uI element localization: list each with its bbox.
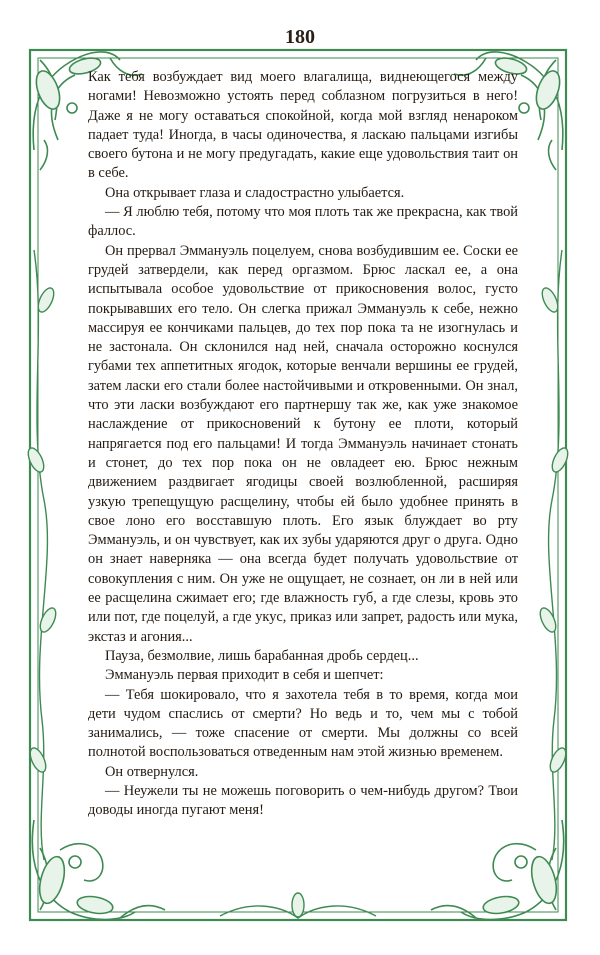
ornamental-vine-icon bbox=[32, 820, 165, 920]
paragraph: — Тебя шокировало, что я захотела тебя в то время, когда мои дети чудом спаслись от смерти? Но ведь и то, чем мы с тобой занимались, — тоже спасение от смерти. Мы должны со всей полнотой воспользоваться отведенным нам этой жизнью временем. bbox=[88, 686, 518, 761]
paragraph: Он прервал Эммануэль поцелуем, снова возбудившим ее. Соски ее грудей затвердели, как перед оргазмом. Брюс ласкал ее, а она испытывала особое удовольствие от прикосновения волос, густо покрывавших его тело. Он слегка прижал Эммануэль к себе, нежно массируя ее кончиками пальцев, до тех пор пока та не изогнулась и не застонала. Он склонился над ней, сначала осторожно коснулся губами тех аппетитных ягодок, которые венчали вершины ее грудей, затем ласки его стали более настойчивыми и откровенными. Он знал, что эти ласки возбуждают его партнершу так же, как уже знакомое наслаждение от прикосновений к бутону ее плоти, который напрягается под его пальцами! И тогда Эммануэль начинает стонать и стонет, до тех пор пока он не овладеет ею. Брюс нежным движением раздвигает ягодицы своей возлюбленной, расширяя узкую трепещущую расщелину, чтобы ей было удобнее принять в свое лоно его восставшую плоть. Его язык блуждает во рту Эммануэль, и он чувствует, как их зубы ударяются друг о друга. Одно он знает наверняка — она всегда будет получать удовольствие от совокупления с ним. Он уже не ощущает, не сознает, он ли в ней или ее расщелина сжимает его; где влажность губ, а где слезы, кровь это или пот, где поцелуй, а где укус, приказ или запрет, радость или мука, экстаз и агония... bbox=[88, 242, 518, 645]
paragraph: Пауза, безмолвие, лишь барабанная дробь сердец... bbox=[105, 647, 419, 664]
paragraph: Эммануэль первая приходит в себя и шепчет: bbox=[105, 667, 384, 684]
page-number: 180 bbox=[285, 26, 315, 48]
paragraph: — Я люблю тебя, потому что моя плоть так же прекрасна, как твой фаллос. bbox=[88, 204, 518, 240]
paragraph: Она открывает глаза и сладострастно улыбается. bbox=[105, 184, 405, 201]
paragraph: — Неужели ты не можешь поговорить о чем-нибудь другом? Твои доводы иногда пугают меня! bbox=[88, 782, 518, 819]
ornamental-vine-icon bbox=[431, 820, 564, 920]
ornamental-vine-icon bbox=[220, 893, 376, 918]
paragraph: Он отвернулся. bbox=[105, 763, 199, 780]
body-text bbox=[88, 68, 518, 821]
paragraph: Как тебя возбуждает вид моего влагалища, виднеющегося между ногами! Невозможно устоять перед соблазном погрузиться в него! Даже я не могу оставаться спокойной, когда мой взгляд ненароком падает туда! Иногда, в часы одиночества, я ласкаю пальцами изгибы своего бутона и не могу предугадать, какие еще удовольствия таит он в себе. bbox=[88, 69, 518, 182]
